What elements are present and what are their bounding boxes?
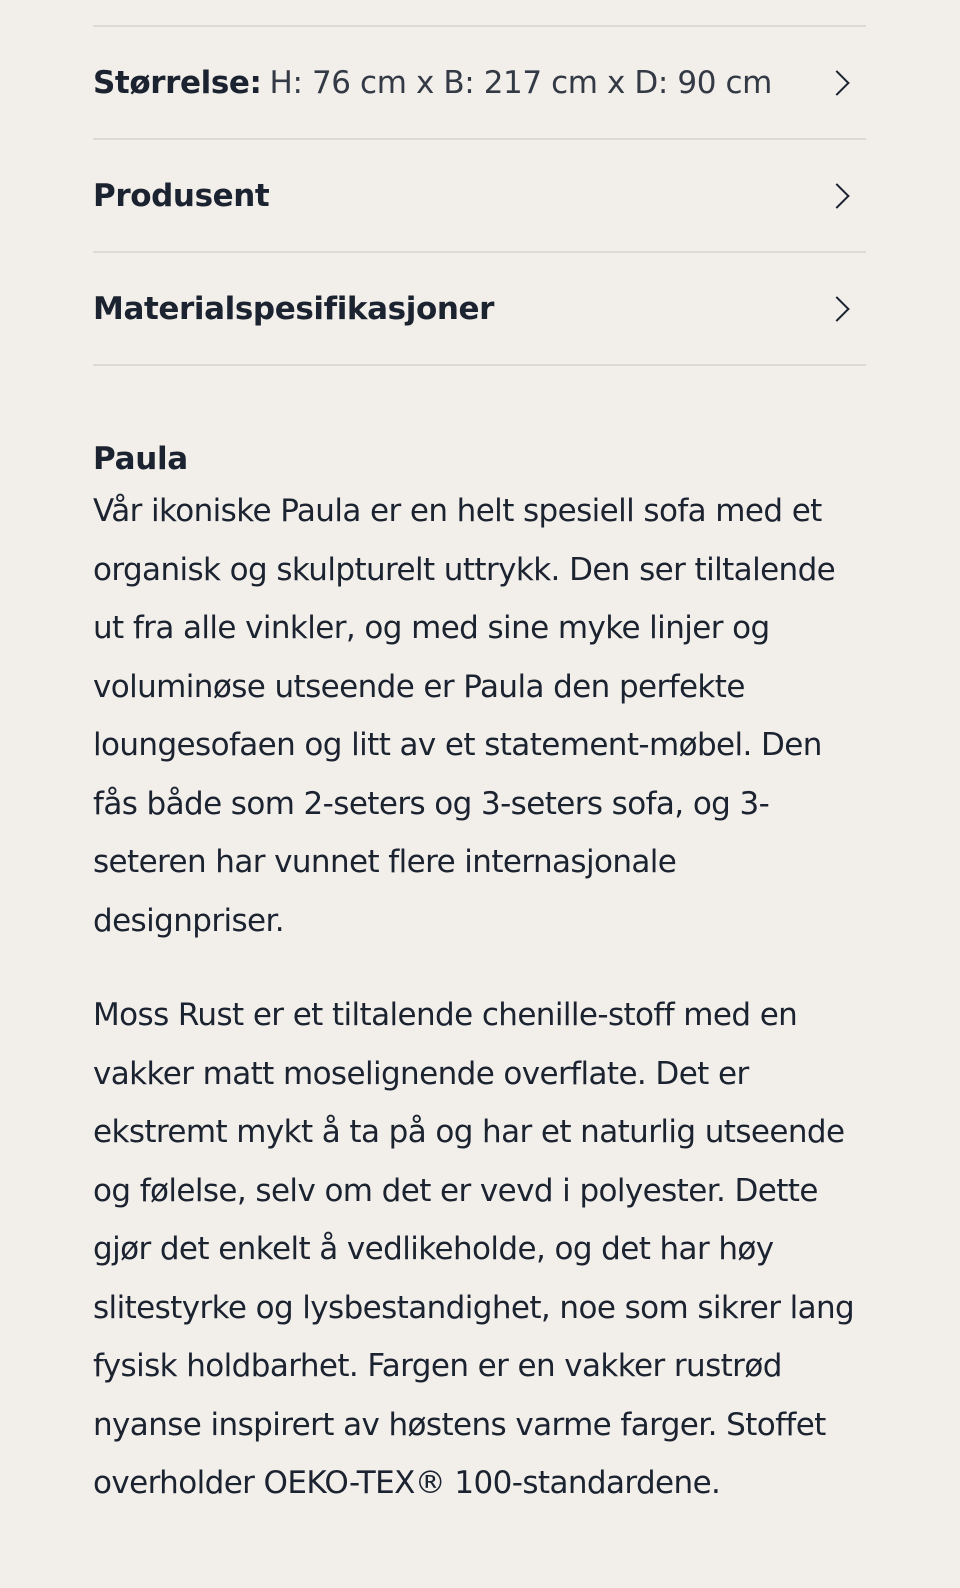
- chevron-right-icon: [824, 296, 849, 321]
- accordion-title: Materialspesifikasjoner: [93, 290, 495, 327]
- accordion-material-specs[interactable]: [93, 253, 866, 366]
- chevron-right-icon: [824, 183, 849, 208]
- description-paragraph: Moss Rust er et tiltalende chenille-stoff med en vakker matt moselignende overflate. Det er ekstremt mykt å ta på og har et naturlig utseende og følelse, selv om det er vevd i polyester. Dette gjør det enkelt å vedlikeholde, og det har høy slitestyrke og lysbestandighet, noe som sikrer lang fysisk holdbarhet. Fargen er en vakker rustrød nyanse inspirert av høstens varme farger. Stoffet overholder OEKO-TEX® 100-standardene.: [93, 997, 855, 1501]
- size-value: H: 76 cm x B: 217 cm x D: 90 cm: [269, 64, 772, 101]
- product-details: [93, 0, 866, 1513]
- accordion-title: Størrelse:: [93, 64, 262, 101]
- product-description: [93, 436, 866, 1513]
- chevron-right-icon: [824, 70, 849, 95]
- description-paragraph: Vår ikoniske Paula er en helt spesiell sofa med et organisk og skulpturelt uttrykk. Den ser tiltalende ut fra alle vinkler, og med sine myke linjer og voluminøse utseende er Paula den perfekte loungesofaen og litt av et statement-møbel. Den fås både som 2-seters og 3-seters sofa, og 3-seteren har vunnet flere internasjonale designpriser.: [93, 493, 836, 939]
- accordion-title: Produsent: [93, 177, 270, 214]
- accordion-manufacturer[interactable]: [93, 140, 866, 253]
- description-heading: Paula: [93, 441, 188, 477]
- accordion-size[interactable]: [93, 25, 866, 140]
